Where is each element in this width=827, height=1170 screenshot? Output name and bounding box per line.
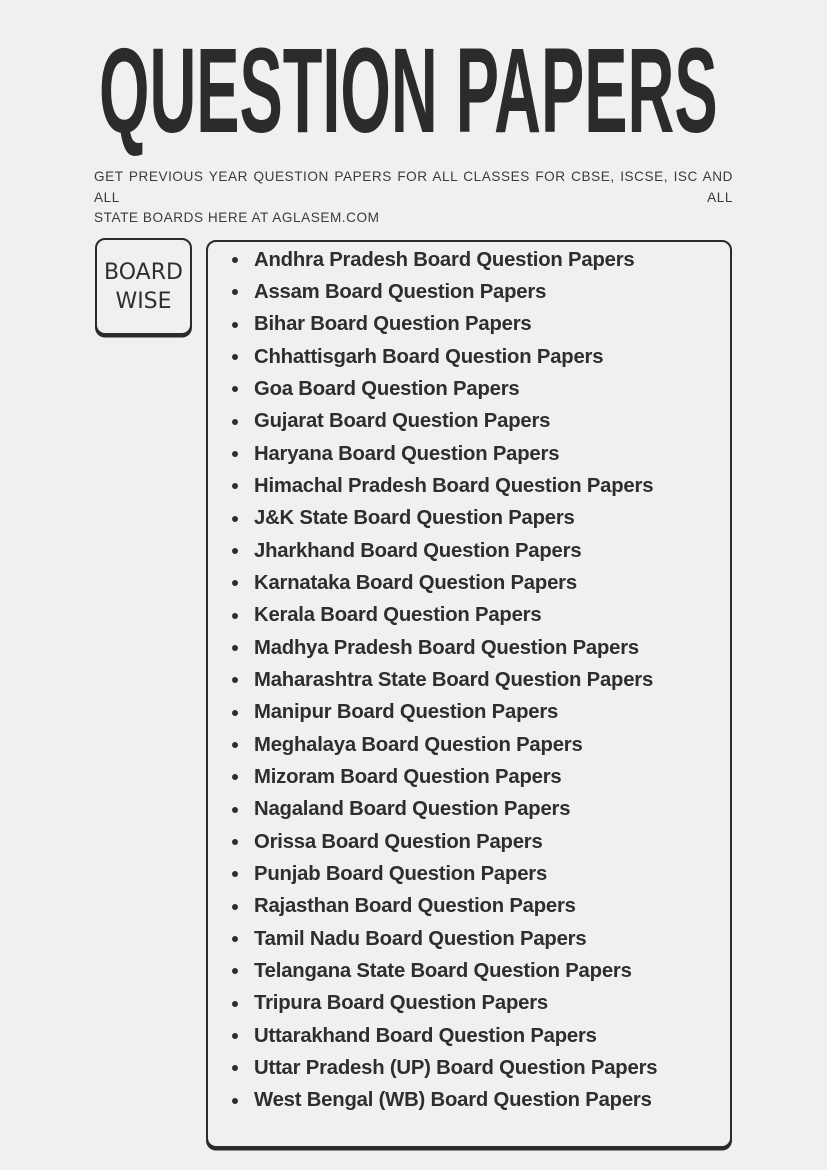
- bullet-icon: [232, 419, 238, 425]
- bullet-icon: [232, 645, 238, 651]
- bullet-icon: [232, 968, 238, 974]
- bullet-icon: [232, 1065, 238, 1071]
- list-item: Kerala Board Question Papers: [208, 600, 730, 632]
- bullet-icon: [232, 774, 238, 780]
- bullet-icon: [232, 354, 238, 360]
- board-wise-label: BOARD WISE: [104, 259, 183, 314]
- list-item: Tripura Board Question Papers: [208, 988, 730, 1020]
- list-item: Mizoram Board Question Papers: [208, 761, 730, 793]
- page-title: QUESTION PAPERS: [99, 22, 718, 158]
- list-item: Uttar Pradesh (UP) Board Question Papers: [208, 1052, 730, 1084]
- bullet-icon: [232, 613, 238, 619]
- bullet-icon: [232, 483, 238, 489]
- bullet-icon: [232, 1098, 238, 1104]
- board-list-panel: [206, 240, 732, 1148]
- subtitle-line-1: GET PREVIOUS YEAR QUESTION PAPERS FOR ALL CLASSES FOR CBSE, ISCSE, ISC AND ALL ALL: [94, 169, 733, 205]
- bullet-icon: [232, 516, 238, 522]
- list-item: J&K State Board Question Papers: [208, 503, 730, 535]
- bullet-icon: [232, 742, 238, 748]
- list-item: Punjab Board Question Papers: [208, 858, 730, 890]
- list-item: Haryana Board Question Papers: [208, 438, 730, 470]
- list-item: Andhra Pradesh Board Question Papers: [208, 244, 730, 276]
- list-item: Telangana State Board Question Papers: [208, 955, 730, 987]
- bullet-icon: [232, 677, 238, 683]
- bullet-icon: [232, 322, 238, 328]
- bullet-icon: [232, 936, 238, 942]
- bullet-icon: [232, 807, 238, 813]
- list-item: Jharkhand Board Question Papers: [208, 535, 730, 567]
- list-item: Goa Board Question Papers: [208, 373, 730, 405]
- list-item: Karnataka Board Question Papers: [208, 567, 730, 599]
- list-item: Manipur Board Question Papers: [208, 697, 730, 729]
- list-item: Chhattisgarh Board Question Papers: [208, 341, 730, 373]
- list-item: West Bengal (WB) Board Question Papers: [208, 1085, 730, 1117]
- bullet-icon: [232, 451, 238, 457]
- board-list: [208, 242, 730, 1117]
- list-item: Maharashtra State Board Question Papers: [208, 664, 730, 696]
- bullet-icon: [232, 580, 238, 586]
- subtitle: [94, 167, 733, 229]
- bullet-icon: [232, 871, 238, 877]
- subtitle-line-2: STATE BOARDS HERE AT AGLASEM.COM: [94, 210, 380, 225]
- list-item: Nagaland Board Question Papers: [208, 794, 730, 826]
- list-item: Rajasthan Board Question Papers: [208, 891, 730, 923]
- bullet-icon: [232, 710, 238, 716]
- bullet-icon: [232, 839, 238, 845]
- bullet-icon: [232, 289, 238, 295]
- board-wise-badge: [95, 238, 192, 335]
- bullet-icon: [232, 548, 238, 554]
- bullet-icon: [232, 386, 238, 392]
- list-item: Tamil Nadu Board Question Papers: [208, 923, 730, 955]
- list-item: Assam Board Question Papers: [208, 276, 730, 308]
- list-item: Himachal Pradesh Board Question Papers: [208, 470, 730, 502]
- bullet-icon: [232, 257, 238, 263]
- list-item: Bihar Board Question Papers: [208, 309, 730, 341]
- list-item: Madhya Pradesh Board Question Papers: [208, 632, 730, 664]
- list-item: Gujarat Board Question Papers: [208, 406, 730, 438]
- bullet-icon: [232, 1033, 238, 1039]
- list-item: Uttarakhand Board Question Papers: [208, 1020, 730, 1052]
- bullet-icon: [232, 904, 238, 910]
- list-item: Meghalaya Board Question Papers: [208, 729, 730, 761]
- list-item: Orissa Board Question Papers: [208, 826, 730, 858]
- bullet-icon: [232, 1001, 238, 1007]
